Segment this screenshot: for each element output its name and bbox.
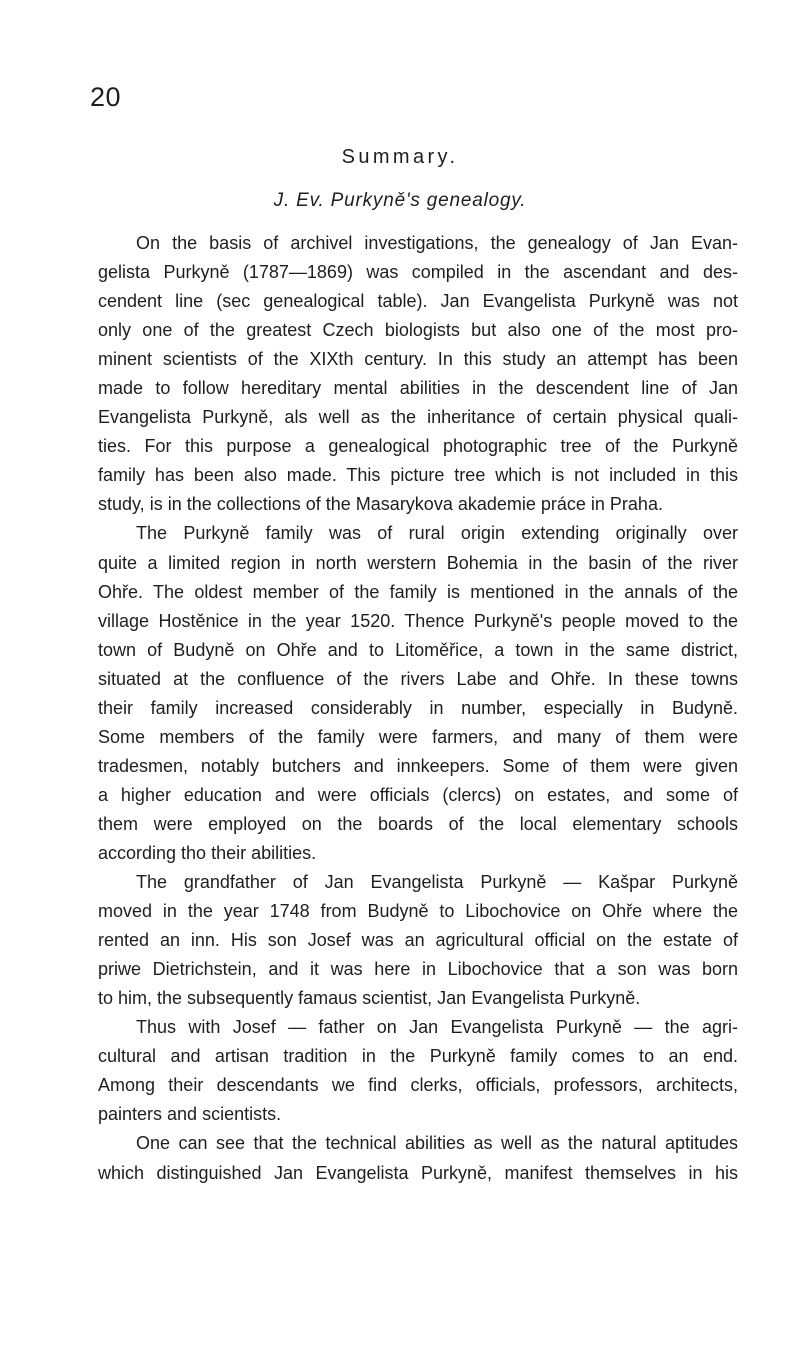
text-line: tradesmen, notably butchers and innkeepers. Some of them were given <box>98 755 738 776</box>
article-subtitle: J. Ev. Purkyně's genealogy. <box>273 190 527 211</box>
text-line: quite a limited region in north werstern Bohemia in the basin of the river <box>98 552 738 573</box>
text-line: family has been also made. This picture tree which is not included in this <box>98 465 738 486</box>
text-line: rented an inn. His son Josef was an agricultural official on the estate of <box>98 930 738 951</box>
text-line: The grandfather of Jan Evangelista Purkyně — Kašpar Purkyně <box>136 872 738 893</box>
text-line: cendent line (sec genealogical table). Jan Evangelista Purkyně was not <box>98 291 738 312</box>
text-line: village Hostěnice in the year 1520. Thence Purkyně's people moved to the <box>98 610 738 631</box>
text-line: On the basis of archivel investigations, the genealogy of Jan Evan- <box>136 233 738 253</box>
text-line: painters and scientists. <box>98 1104 282 1125</box>
text-line: Ohře. The oldest member of the family is mentioned in the annals of the <box>98 581 738 602</box>
paragraph <box>98 1013 738 1129</box>
text-line: to him, the subsequently famaus scientist, Jan Evangelista Purkyně. <box>98 988 641 1009</box>
text-line: minent scientists of the XIXth century. In this study an attempt has been <box>98 349 738 370</box>
paragraph <box>98 229 738 519</box>
text-line: town of Budyně on Ohře and to Litoměřice, a town in the same district, <box>98 639 738 660</box>
text-line: only one of the greatest Czech biologists but also one of the most pro- <box>98 320 738 341</box>
paragraph <box>98 1129 738 1187</box>
text-line: priwe Dietrichstein, and it was here in Libochovice that a son was born <box>98 959 738 980</box>
text-line: One can see that the technical abilities as well as the natural aptitudes <box>136 1133 738 1154</box>
section-heading: Summary. <box>341 146 459 168</box>
text-line: The Purkyně family was of rural origin extending originally over <box>136 523 738 544</box>
text-line: cultural and artisan tradition in the Purkyně family comes to an end. <box>98 1046 738 1067</box>
text-line: gelista Purkyně (1787—1869) was compiled in the ascendant and des- <box>98 262 738 283</box>
body-text <box>98 229 738 1188</box>
text-line: according tho their abilities. <box>98 842 317 863</box>
paragraph <box>98 868 738 1013</box>
text-line: Thus with Josef — father on Jan Evangelista Purkyně — the agri- <box>136 1017 738 1038</box>
paragraph <box>98 519 738 868</box>
text-line: them were employed on the boards of the local elementary schools <box>98 813 738 834</box>
page-number: 20 <box>90 82 122 112</box>
text-line: study, is in the collections of the Masarykova akademie práce in Praha. <box>98 494 663 515</box>
text-line: Among their descendants we find clerks, officials, professors, architects, <box>98 1075 738 1096</box>
text-line: Some members of the family were farmers, and many of them were <box>98 726 738 747</box>
text-line: their family increased considerably in number, especially in Budyně. <box>98 697 738 718</box>
text-line: which distinguished Jan Evangelista Purkyně, manifest themselves in his <box>98 1162 738 1183</box>
text-line: situated at the confluence of the rivers Labe and Ohře. In these towns <box>98 668 738 689</box>
text-line: moved in the year 1748 from Budyně to Libochovice on Ohře where the <box>98 901 738 922</box>
text-line: Evangelista Purkyně, als well as the inheritance of certain physical quali- <box>98 407 738 428</box>
text-line: a higher education and were officials (clercs) on estates, and some of <box>98 784 738 805</box>
text-line: made to follow hereditary mental abilities in the descendent line of Jan <box>98 378 738 399</box>
text-line: ties. For this purpose a genealogical photographic tree of the Purkyně <box>98 436 738 457</box>
